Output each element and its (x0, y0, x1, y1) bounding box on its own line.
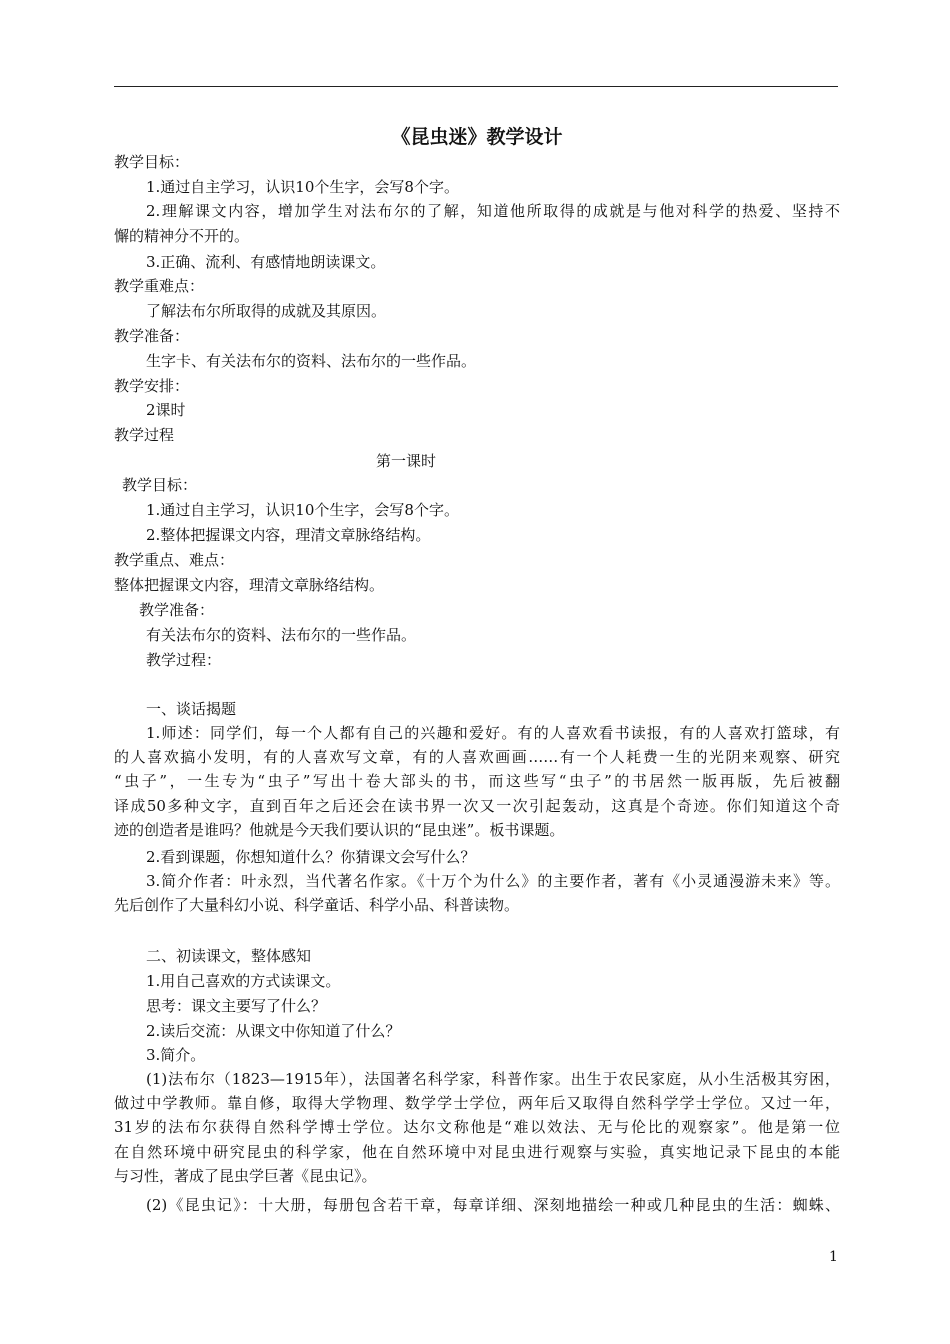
text-line: 3.简介作者：叶永烈，当代著名作家。《十万个为什么》的主要作者，著有《小灵通漫游未来》等。 (146, 872, 840, 890)
heading-preparation: 教学准备： (114, 327, 190, 345)
text-line: 与习性，著成了昆虫学巨著《昆虫记》。 (114, 1166, 377, 1185)
section-2-item-1: 1.用自己喜欢的方式读课文。 (146, 972, 341, 990)
text-line: 迹的创造者是谁吗？他就是今天我们要认识的“昆虫迷”。板书课题。 (114, 820, 565, 839)
text-line: 的人喜欢搞小发明，有的人喜欢写文章，有的人喜欢画画……有一个人耗费一生的光阴来观察、研究 (114, 748, 840, 767)
key-points-text: 了解法布尔所取得的成就及其原因。 (146, 302, 387, 320)
header-rule (114, 86, 838, 87)
author-paragraph (114, 869, 840, 917)
section-1-item-2: 2.看到课题，你想知道什么？你猜课文会写什么？ (146, 848, 476, 866)
lesson-1-prep-heading: 教学准备： (139, 601, 215, 619)
text-line: 先后创作了大量科幻小说、科学童话、科学小品、科普读物。 (114, 896, 520, 915)
goal-2-continued: 懈的精神分不开的。 (114, 227, 250, 245)
schedule-text: 2课时 (146, 401, 186, 419)
section-1-heading: 一、谈话揭题 (146, 700, 237, 718)
text-line: 31岁的法布尔获得自然科学博士学位。达尔文称他是“难以效法、无与伦比的观察家”。他是第一位 (114, 1118, 840, 1137)
text-line: 在自然环境中研究昆虫的科学家，他在自然环境中对昆虫进行观察与实验，真实地记录下昆虫的本能 (114, 1142, 840, 1161)
goal-3: 3.正确、流利、有感情地朗读课文。 (146, 253, 386, 271)
text-line: 译成50多种文字，直到百年之后还会在读书界一次又一次引起轰动，这真是个奇迹。你们知道这个奇 (114, 796, 840, 815)
lesson-1-goal-2: 2.整体把握课文内容，理清文章脉络结构。 (146, 526, 431, 544)
heading-goals: 教学目标： (114, 153, 190, 171)
heading-process: 教学过程 (114, 426, 175, 444)
text-line: 1.师述：同学们，每一个人都有自己的兴趣和爱好。有的人喜欢看书读报，有的人喜欢打篮球，有 (146, 724, 840, 742)
section-2-heading: 二、初读课文，整体感知 (146, 947, 312, 965)
text-line: (1)法布尔（1823—1915年），法国著名科学家，科普作家。出生于农民家庭，从小生活极其穷困， (146, 1070, 840, 1088)
lesson-1-goal-1: 1.通过自主学习，认识10个生字，会写8个字。 (146, 501, 459, 519)
heading-key-points: 教学重难点： (114, 277, 205, 295)
intro-paragraph (114, 721, 840, 842)
text-line: (2)《昆虫记》：十大册，每册包含若干章，每章详细、深刻地描绘一种或几种昆虫的生活：蜘蛛、 (146, 1196, 840, 1214)
preparation-text: 生字卡、有关法布尔的资料、法布尔的一些作品。 (146, 352, 477, 370)
heading-schedule: 教学安排： (114, 377, 190, 395)
page-number: 1 (829, 1249, 838, 1265)
section-2-think: 思考：课文主要写了什么？ (146, 997, 327, 1015)
goal-2-paragraph (114, 199, 840, 223)
text-line: 2.理解课文内容，增加学生对法布尔的了解，知道他所取得的成就是与他对科学的热爱、坚持不 (146, 202, 840, 220)
lesson-1-key-text: 整体把握课文内容，理清文章脉络结构。 (114, 576, 385, 594)
text-line: 做过中学教师。靠自修，取得大学物理、数学学士学位，两年后又取得自然科学学士学位。又过一年， (114, 1094, 840, 1113)
section-2-item-3: 3.简介。 (146, 1046, 206, 1064)
goal-1: 1.通过自主学习，认识10个生字，会写8个字。 (146, 178, 459, 196)
text-line: “虫子”，一生专为“虫子”写出十卷大部头的书，而这些写“虫子”的书居然一版再版，先后被翻 (114, 772, 840, 791)
fabre-paragraph (114, 1067, 840, 1188)
lesson-1-goals-heading: 教学目标： (122, 476, 198, 494)
document-title: 《昆虫迷》教学设计 (391, 126, 563, 148)
lesson-1-heading: 第一课时 (375, 452, 436, 470)
lesson-1-prep-text: 有关法布尔的资料、法布尔的一些作品。 (146, 626, 417, 644)
lesson-1-process-heading: 教学过程： (146, 651, 222, 669)
book-paragraph (114, 1193, 840, 1217)
section-2-item-2: 2.读后交流：从课文中你知道了什么？ (146, 1022, 401, 1040)
lesson-1-key-heading: 教学重点、难点： (114, 551, 235, 569)
